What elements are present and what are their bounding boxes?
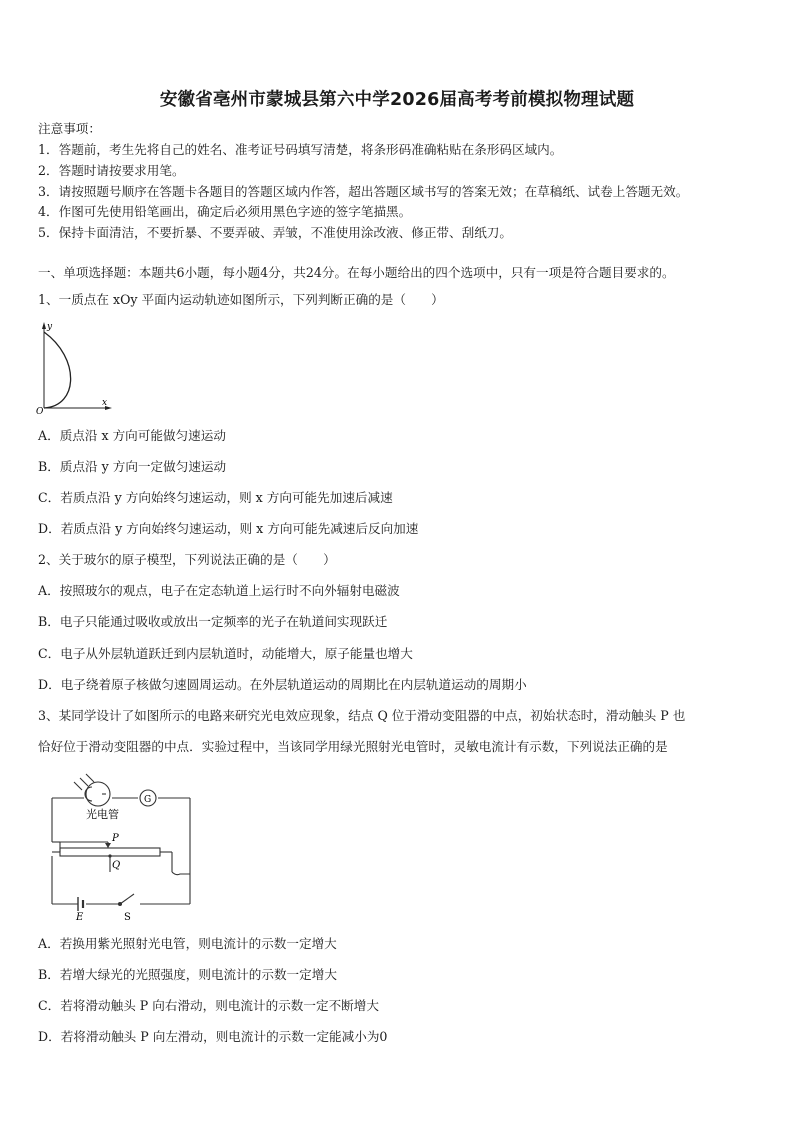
label-q: Q — [112, 860, 121, 871]
question-1-option-d: D．若质点沿 y 方向始终匀速运动，则 x 方向可能先减速后反向加速 — [38, 521, 419, 536]
label-e: E — [76, 912, 84, 922]
notice-item: 4．作图可先使用铅笔画出，确定后必须用黑色字迹的签字笔描黑。 — [38, 204, 412, 219]
question-2-stem: 2、关于玻尔的原子模型，下列说法正确的是（ ） — [38, 552, 336, 567]
question-3-stem-line-1: 3、某同学设计了如图所示的电路来研究光电效应现象，结点 Q 位于滑动变阻器的中点，初始状态时，滑动触头 P 也 — [38, 708, 686, 723]
light-ray — [74, 782, 82, 790]
question-3-option-c: C．若将滑动触头 P 向右滑动，则电流计的示数一定不断增大 — [38, 998, 379, 1013]
light-ray — [86, 774, 94, 782]
question-2-option-d: D．电子绕着原子核做匀速圆周运动。在外层轨道运动的周期比在内层轨道运动的周期小 — [38, 677, 527, 692]
switch-icon — [120, 894, 134, 904]
phototube-label: 光电管 — [86, 808, 119, 821]
circuit-figure — [48, 772, 198, 922]
question-2-option-b: B．电子只能通过吸收或放出一定频率的光子在轨道间实现跃迁 — [38, 614, 388, 629]
phototube-icon — [86, 782, 110, 806]
question-3-option-b: B．若增大绿光的光照强度，则电流计的示数一定增大 — [38, 967, 337, 982]
page-title: 安徽省亳州市蒙城县第六中学2026届高考考前模拟物理试题 — [159, 90, 635, 110]
label-p: P — [112, 833, 119, 844]
question-1-stem: 1、一质点在 xOy 平面内运动轨迹如图所示，下列判断正确的是（ ） — [38, 292, 444, 307]
node-q — [108, 854, 111, 857]
question-3-option-d: D．若将滑动触头 P 向左滑动，则电流计的示数一定能减小为0 — [38, 1029, 388, 1044]
label-s: S — [124, 912, 131, 922]
x-axis-label: x — [102, 398, 108, 408]
trajectory-figure — [34, 318, 114, 418]
notice-item: 1．答题前，考生先将自己的姓名、准考证号码填写清楚，将条形码准确粘贴在条形码区域内。 — [38, 142, 563, 157]
question-1-option-a: A．质点沿 x 方向可能做匀速运动 — [38, 428, 226, 443]
y-axis-arrow — [42, 322, 46, 329]
notice-item: 3．请按照题号顺序在答题卡各题目的答题区域内作答，超出答题区域书写的答案无效；在草稿纸、试卷上答题无效。 — [38, 184, 689, 199]
notice-item: 2．答题时请按要求用笔。 — [38, 163, 185, 178]
question-1-option-b: B．质点沿 y 方向一定做匀速运动 — [38, 459, 227, 474]
light-ray — [80, 778, 88, 786]
origin-label: O — [36, 407, 44, 417]
question-1-option-c: C．若质点沿 y 方向始终匀速运动，则 x 方向可能先加速后减速 — [38, 490, 393, 505]
notice-heading: 注意事项： — [38, 121, 101, 136]
question-2-option-c: C．电子从外层轨道跃迁到内层轨道时，动能增大，原子能量也增大 — [38, 646, 413, 661]
section-heading: 一、单项选择题：本题共6小题，每小题4分，共24分。在每小题给出的四个选项中，只有一项是符合题目要求的。 — [38, 265, 675, 280]
switch-pivot — [119, 903, 122, 906]
y-axis-label: y — [47, 322, 53, 332]
notice-item: 5．保持卡面清洁，不要折暴、不要弄破、弄皱，不准使用涂改液、修正带、刮纸刀。 — [38, 225, 512, 240]
question-3-option-a: A．若换用紫光照射光电管，则电流计的示数一定增大 — [38, 936, 337, 951]
wire — [172, 872, 190, 875]
galvanometer-label: G — [144, 795, 152, 805]
question-3-stem-line-2: 恰好位于滑动变阻器的中点．实验过程中，当该同学用绿光照射光电管时，灵敏电流计有示数，下列说法正确的是 — [38, 739, 668, 754]
slider-arrow — [105, 843, 111, 848]
question-2-option-a: A．按照玻尔的观点，电子在定态轨道上运行时不向外辐射电磁波 — [38, 583, 400, 598]
trajectory-curve — [44, 332, 71, 408]
